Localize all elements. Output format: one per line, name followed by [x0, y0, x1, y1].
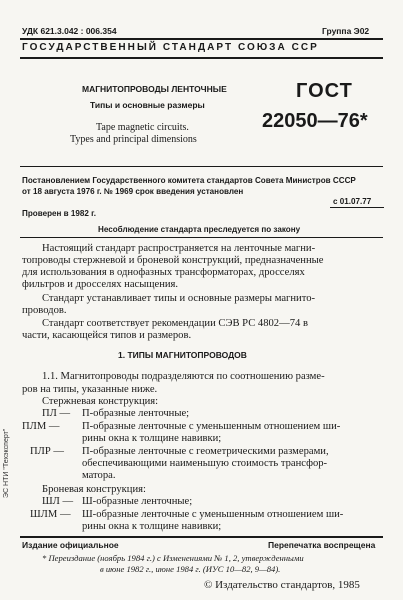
intro-line-6: проводов.	[22, 305, 67, 316]
clause-1-1-line-1: 1.1. Магнитопроводы подразделяются по соотношению разме-	[42, 371, 325, 382]
type-desc-plm-1: П-образные ленточные с уменьшенным отношением ши-	[82, 421, 341, 432]
footer-rule	[20, 536, 383, 538]
side-stamp: ЭС НТИ "Техэксперт"	[3, 428, 10, 498]
type-code-plm: ПЛМ —	[22, 421, 60, 432]
decree-date-underline	[330, 207, 384, 208]
subtitle-ru: Типы и основные размеры	[90, 100, 205, 110]
decree-rule	[20, 237, 383, 238]
type-code-shlm: ШЛМ —	[30, 509, 71, 520]
type-code-shl: ШЛ —	[42, 496, 74, 507]
type-desc-plr-1: П-образные ленточные с геометрическими размерами,	[82, 446, 329, 457]
type-desc-shlm-1: Ш-образные ленточные с уменьшенным отношением ши-	[82, 509, 344, 520]
header-rule-top	[20, 38, 383, 40]
header-rule-bottom	[20, 57, 383, 59]
reprint-forbidden: Перепечатка воспрещена	[268, 540, 376, 550]
type-desc-shl: Ш-образные ленточные;	[82, 496, 193, 507]
law-warning: Несоблюдение стандарта преследуется по закону	[98, 225, 301, 234]
type-desc-shlm-2: рины окна к толщине навивки;	[82, 521, 222, 532]
intro-line-7: Стандарт соответствует рекомендации СЭВ РС 4802—74 в	[42, 318, 308, 329]
decree-date: с 01.07.77	[333, 197, 372, 206]
group-code: Группа Э02	[322, 26, 370, 36]
type-desc-pl: П-образные ленточные;	[82, 408, 190, 419]
type-code-plr: ПЛР —	[30, 446, 64, 457]
footnote-line-2: в июне 1982 г., июне 1984 г. (ИУС 10—82, 9—84).	[100, 564, 281, 574]
clause-1-1-line-2: ров на типы, указанные ниже.	[22, 384, 158, 395]
official-edition: Издание официальное	[22, 540, 119, 550]
gost-label: ГОСТ	[296, 80, 353, 102]
intro-line-4: фильтров и дросселях насыщения.	[22, 279, 179, 290]
type-desc-plm-2: рины окна к толщине навивки;	[82, 433, 222, 444]
intro-line-5: Стандарт устанавливает типы и основные размеры магнито-	[42, 293, 316, 304]
rod-construction-label: Стержневая конструкция:	[42, 396, 159, 407]
intro-line-8: части, касающейся типов и размеров.	[22, 330, 192, 341]
copyright: © Издательство стандартов, 1985	[204, 579, 360, 591]
decree-line-2: от 18 августа 1976 г. № 1969 срок введения установлен	[22, 187, 244, 196]
decree-line-1: Постановлением Государственного комитета стандартов Совета Министров СССР	[22, 176, 356, 185]
intro-line-3: для использования в однофазных трансформаторах, дросселях	[22, 267, 305, 278]
type-code-pl: ПЛ —	[42, 408, 71, 419]
title-block-rule	[20, 166, 383, 167]
title-en: Tape magnetic circuits.	[96, 122, 189, 133]
checked-note: Проверен в 1982 г.	[22, 209, 96, 218]
footnote-line-1: * Переиздание (ноябрь 1984 г.) с Изменениями № 1, 2, утвержденными	[42, 553, 304, 563]
type-desc-plr-3: матора.	[82, 470, 116, 481]
title-ru: МАГНИТОПРОВОДЫ ЛЕНТОЧНЫЕ	[82, 84, 227, 94]
udk-code: УДК 621.3.042 : 006.354	[22, 26, 117, 36]
armor-construction-label: Броневая конструкция:	[42, 484, 146, 495]
gost-number: 22050—76*	[262, 110, 368, 132]
section-heading: 1. ТИПЫ МАГНИТОПРОВОДОВ	[118, 350, 247, 360]
standard-banner: ГОСУДАРСТВЕННЫЙ СТАНДАРТ СОЮЗА ССР	[22, 42, 319, 53]
intro-line-1: Настоящий стандарт распространяется на ленточные магни-	[42, 243, 316, 254]
subtitle-en: Types and principal dimensions	[70, 134, 197, 145]
type-desc-plr-2: обеспечивающими наименьшую стоимость трансфор-	[82, 458, 328, 469]
intro-line-2: топроводы стержневой и броневой конструкций, предназначенные	[22, 255, 324, 266]
